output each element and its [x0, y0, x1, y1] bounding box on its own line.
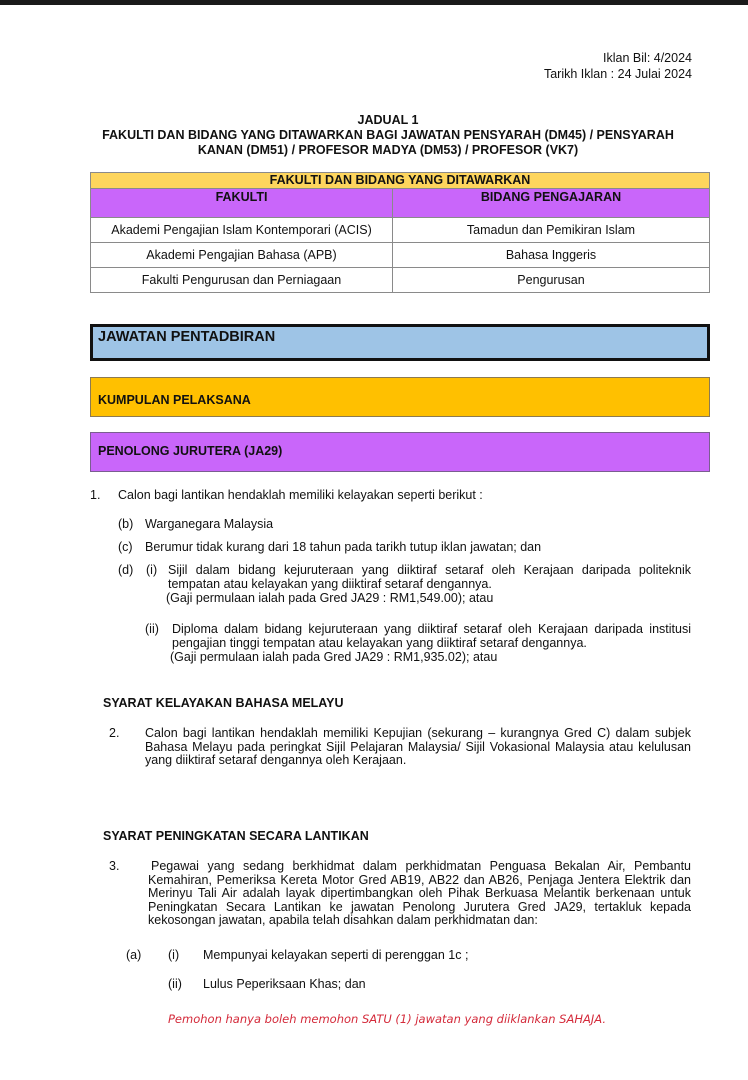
- column-header-field: BIDANG PENGAJARAN: [393, 189, 710, 218]
- application-notice: Pemohon hanya boleh memohon SATU (1) jawatan yang diiklankan SAHAJA.: [168, 1012, 606, 1026]
- post-title-banner: PENOLONG JURUTERA (JA29): [90, 432, 710, 472]
- admin-positions-banner: JAWATAN PENTADBIRAN: [90, 324, 710, 361]
- item-d-ii-salary: (Gaji permulaan ialah pada Gred JA29 : RM1,935.02); atau: [170, 650, 498, 664]
- schedule-title: JADUAL 1: [357, 113, 419, 127]
- section3-number: 3.: [109, 859, 120, 873]
- section2-heading: SYARAT KELAYAKAN BAHASA MELAYU: [103, 696, 344, 710]
- section1-number: 1.: [90, 488, 101, 502]
- item-d-i-label: (i): [146, 563, 158, 577]
- table-caption: FAKULTI DAN BIDANG YANG DITAWARKAN: [91, 173, 710, 189]
- item-d-label: (d): [118, 563, 134, 577]
- schedule-subtitle-line2: KANAN (DM51) / PROFESOR MADYA (DM53) / PROFESOR (VK7): [197, 143, 579, 157]
- table-row: [91, 243, 710, 268]
- item-d-i-salary: (Gaji permulaan ialah pada Gred JA29 : RM1,549.00); atau: [166, 591, 494, 605]
- item-c-label: (c): [118, 540, 133, 554]
- field-cell: Bahasa Inggeris: [393, 243, 710, 268]
- table-row: [91, 218, 710, 243]
- schedule-subtitle-line1: FAKULTI DAN BIDANG YANG DITAWARKAN BAGI JAWATAN PENSYARAH (DM45) / PENSYARAH: [102, 128, 674, 142]
- item-a-label: (a): [126, 948, 142, 962]
- item-d-ii-text: Diploma dalam bidang kejuruteraan yang diiktiraf setaraf oleh Kerajaan daripada institusi pengajian tinggi tempatan atau kelayakan yang diiktiraf setaraf dengannya.: [172, 622, 691, 650]
- faculty-cell: Fakulti Pengurusan dan Perniagaan: [91, 268, 393, 293]
- item-c-text: Berumur tidak kurang dari 18 tahun pada tarikh tutup iklan jawatan; dan: [145, 540, 542, 554]
- implementation-group-banner: KUMPULAN PELAKSANA: [90, 377, 710, 417]
- faculty-table: [90, 172, 710, 293]
- column-header-faculty: FAKULTI: [91, 189, 393, 218]
- ad-date: Tarikh Iklan : 24 Julai 2024: [543, 67, 692, 81]
- item-d-i-text: Sijil dalam bidang kejuruteraan yang diiktiraf setaraf oleh Kerajaan daripada politeknik tempatan atau kelayakan yang diiktiraf setaraf dengannya.: [168, 563, 691, 591]
- section3-text: Pegawai yang sedang berkhidmat dalam perkhidmatan Penguasa Bekalan Air, Pembantu Kemahiran, Pemeriksa Kereta Motor Gred AB19, AB22 dan AB26, Penjaga Jentera Elektrik dan Merinyu Tali Air adalah layak dipertimbangkan oleh Pihak Berkuasa Melantik berkenaan untuk Peningkatan Secara Lantikan ke jawatan Penolong Jurutera Gred JA29, tertakluk kepada kekosongan jawatan, apabila telah disahkan dalam perkhidmatan dan:: [148, 859, 691, 927]
- item-b-text: Warganegara Malaysia: [145, 517, 274, 531]
- ad-number: Iklan Bil: 4/2024: [603, 51, 692, 65]
- item-a-i-text: Mempunyai kelayakan seperti di perenggan 1c ;: [203, 948, 469, 962]
- top-bar: [0, 0, 748, 5]
- item-b-label: (b): [118, 517, 134, 531]
- faculty-cell: Akademi Pengajian Bahasa (APB): [91, 243, 393, 268]
- item-d-ii-label: (ii): [145, 622, 159, 636]
- item-a-ii-text: Lulus Peperiksaan Khas; dan: [203, 977, 366, 991]
- faculty-cell: Akademi Pengajian Islam Kontemporari (ACIS): [91, 218, 393, 243]
- section1-intro: Calon bagi lantikan hendaklah memiliki kelayakan seperti berikut :: [118, 488, 483, 502]
- field-cell: Pengurusan: [393, 268, 710, 293]
- item-a-ii-label: (ii): [168, 977, 182, 991]
- item-a-i-label: (i): [168, 948, 180, 962]
- field-cell: Tamadun dan Pemikiran Islam: [393, 218, 710, 243]
- section2-number: 2.: [109, 726, 120, 740]
- section2-text: Calon bagi lantikan hendaklah memiliki Kepujian (sekurang – kurangnya Gred C) dalam subjek Bahasa Melayu pada peringkat Sijil Pelajaran Malaysia/ Sijil Vokasional Malaysia atau kelulusan yang diiktiraf setaraf dengannya oleh Kerajaan.: [145, 726, 691, 767]
- table-row: [91, 268, 710, 293]
- section3-heading: SYARAT PENINGKATAN SECARA LANTIKAN: [103, 829, 369, 843]
